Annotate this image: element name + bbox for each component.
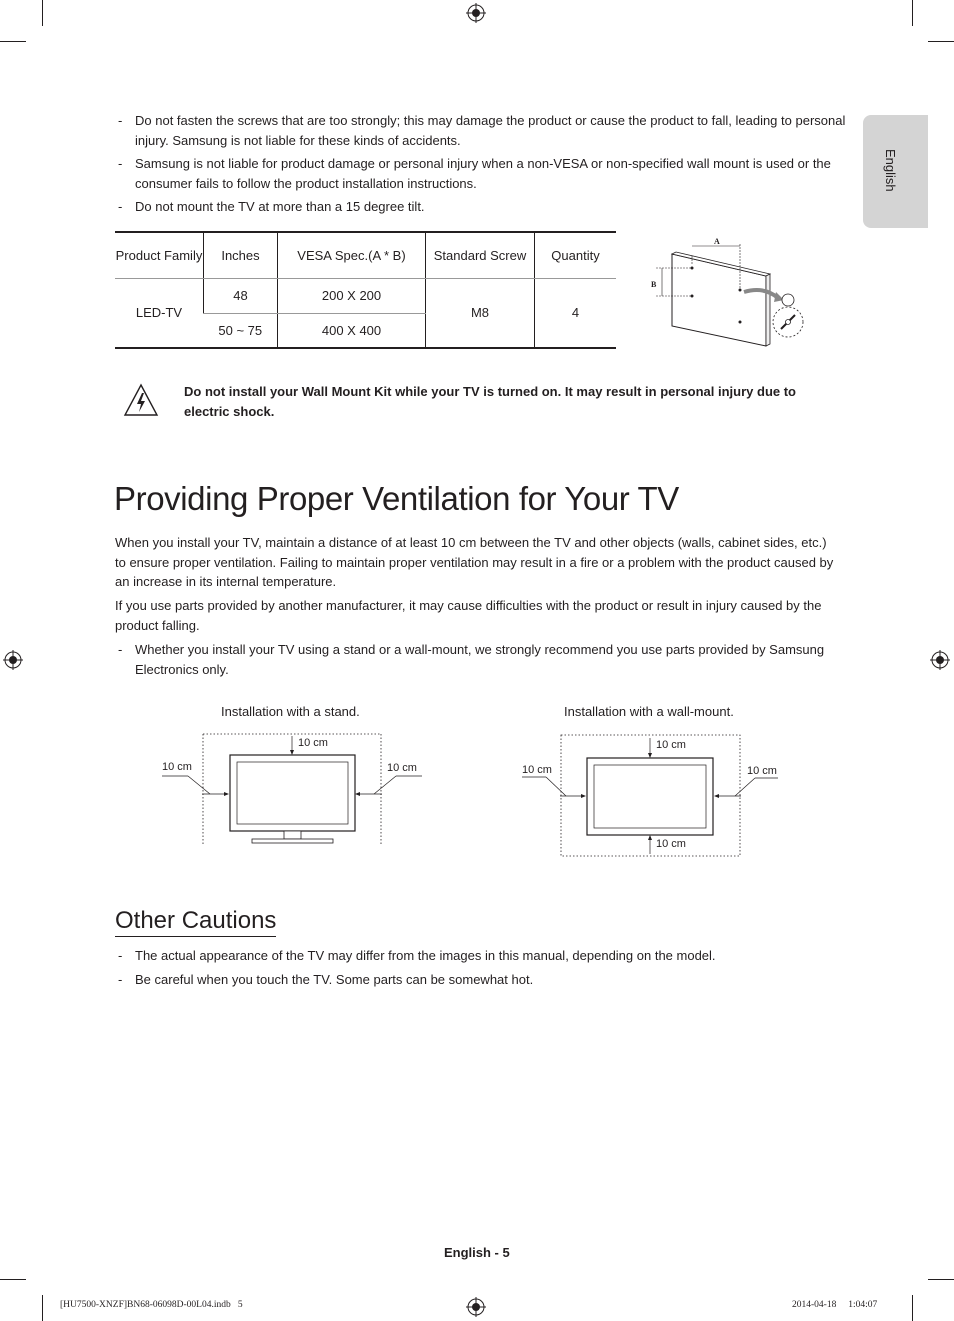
vesa-cell: 200 X 200 xyxy=(278,278,426,313)
bullet-item: - Do not fasten the screws that are too strongly; this may damage the product or cause the product to fall, leading to personal injury. Samsung is not liable for these kinds of accidents. xyxy=(118,113,846,148)
vesa-spec-table xyxy=(115,231,616,349)
crop-mark xyxy=(912,1295,913,1321)
distance-label: 10 cm xyxy=(656,739,686,751)
wall-mount-diagram xyxy=(648,234,810,350)
wall-mount-clearance-diagram xyxy=(520,730,786,860)
bullet-text: Samsung is not liable for product damage or personal injury when a non-VESA or non-specified wall mount is used or the consumer fails to follow the product installation instructions. xyxy=(135,156,831,191)
registration-mark-icon xyxy=(466,1297,486,1317)
bullet-text: Do not mount the TV at more than a 15 degree tilt. xyxy=(135,199,425,214)
screw-cell: M8 xyxy=(426,278,535,348)
registration-mark-icon xyxy=(466,3,486,23)
paragraph: When you install your TV, maintain a distance of at least 10 cm between the TV and other objects (walls, cabinet sides, etc.) to ensure proper ventilation. Failing to maintain proper ventilation may result in a fire or a problem with the product caused by an increase in its internal temperature. xyxy=(115,535,834,589)
registration-mark-icon xyxy=(930,650,950,670)
bullet-item: - The actual appearance of the TV may differ from the images in this manual, depending on the model. xyxy=(118,948,716,963)
bullet-text: Do not fasten the screws that are too strongly; this may damage the product or cause the product to fall, leading to personal injury. Samsung is not liable for these kinds of accidents. xyxy=(135,113,846,148)
inches-cell: 48 xyxy=(204,278,278,313)
page-number: English - 5 xyxy=(444,1245,510,1260)
wall-mount-caption: Installation with a wall-mount. xyxy=(564,704,734,719)
bullet-item: - Whether you install your TV using a stand or a wall-mount, we strongly recommend you use parts provided by Samsung Electronics only. xyxy=(118,642,825,677)
language-tab xyxy=(863,115,928,228)
distance-label: 10 cm xyxy=(522,764,552,776)
crop-mark xyxy=(42,0,43,26)
crop-mark xyxy=(912,0,913,26)
header-cell: Standard Screw xyxy=(426,232,535,278)
table-row xyxy=(115,278,616,313)
crop-mark xyxy=(928,1279,954,1280)
bullet-text: Be careful when you touch the TV. Some parts can be somewhat hot. xyxy=(135,972,534,987)
stand-caption: Installation with a stand. xyxy=(221,704,360,719)
header-cell: Quantity xyxy=(535,232,617,278)
dimension-label-b: B xyxy=(651,280,657,289)
crop-mark xyxy=(42,1295,43,1321)
distance-label: 10 cm xyxy=(656,838,686,850)
inches-cell: 50 ~ 75 xyxy=(204,313,278,348)
page-title: Providing Proper Ventilation for Your TV xyxy=(114,480,679,517)
header-cell: VESA Spec.(A * B) xyxy=(278,232,426,278)
bullet-text: Whether you install your TV using a stand or a wall-mount, we strongly recommend you use parts provided by Samsung Electronics only. xyxy=(135,642,825,677)
registration-mark-icon xyxy=(3,650,23,670)
family-cell: LED-TV xyxy=(115,278,204,348)
warning-text: Do not install your Wall Mount Kit while your TV is turned on. It may result in personal injury due to electric shock. xyxy=(184,384,797,419)
stand-clearance-diagram xyxy=(160,728,430,846)
dimension-label-a: A xyxy=(714,237,720,246)
distance-label: 10 cm xyxy=(747,765,777,777)
distance-label: 10 cm xyxy=(162,761,192,773)
header-cell: Inches xyxy=(204,232,278,278)
crop-mark xyxy=(928,41,954,42)
quantity-cell: 4 xyxy=(535,278,617,348)
electric-shock-warning-icon xyxy=(123,383,159,417)
crop-mark xyxy=(0,41,26,42)
header-cell: Product Family xyxy=(115,232,204,278)
distance-label: 10 cm xyxy=(387,762,417,774)
table-header-row xyxy=(115,232,616,278)
print-timestamp: 2014-04-18 1:04:07 xyxy=(792,1300,878,1310)
bullet-item: - Be careful when you touch the TV. Some parts can be somewhat hot. xyxy=(118,972,534,987)
crop-mark xyxy=(0,1279,26,1280)
section-title: Other Cautions xyxy=(115,906,276,937)
print-file-name: [HU7500-XNZF]BN68-06098D-00L04.indb 5 xyxy=(60,1300,243,1310)
bullet-text: The actual appearance of the TV may differ from the images in this manual, depending on the model. xyxy=(135,948,716,963)
language-tab-label: English xyxy=(883,149,898,192)
distance-label: 10 cm xyxy=(298,737,328,749)
vesa-cell: 400 X 400 xyxy=(278,313,426,348)
bullet-item: - Samsung is not liable for product damage or personal injury when a non-VESA or non-specified wall mount is used or the consumer fails to follow the product installation instructions. xyxy=(118,156,831,191)
bullet-item: - Do not mount the TV at more than a 15 degree tilt. xyxy=(118,199,425,214)
paragraph: If you use parts provided by another manufacturer, it may cause difficulties with the product or result in injury caused by the product falling. xyxy=(115,598,822,633)
